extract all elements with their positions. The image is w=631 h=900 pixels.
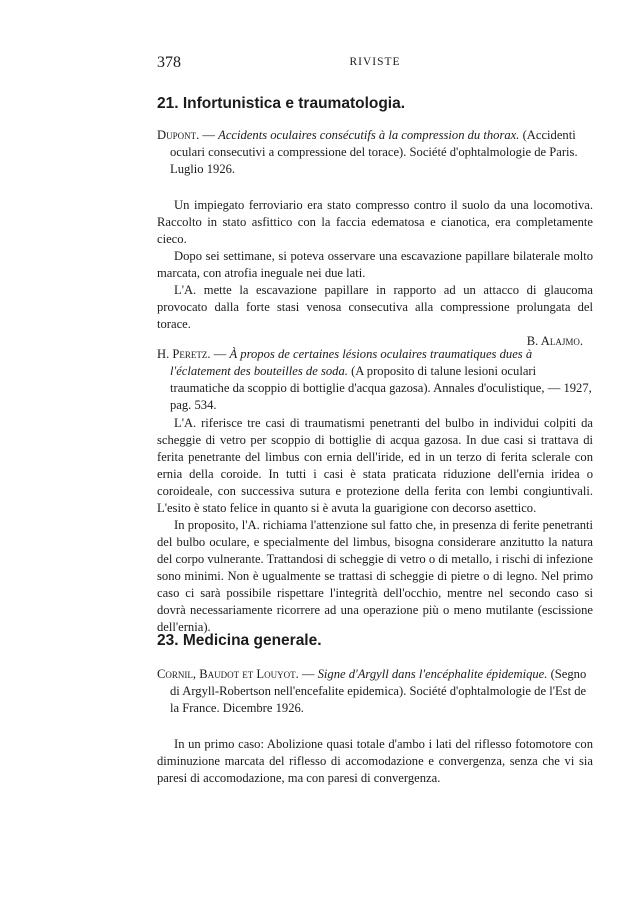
reviewer-signature: B. Alajmo. — [526, 334, 583, 348]
reference-dupont — [157, 127, 593, 178]
ref-article-title: Signe d'Argyll dans l'encéphalite épidemique. — [317, 667, 548, 681]
ref-separator: — — [199, 128, 219, 142]
ref-article-title: À propos de certaines lésions oculaires traumatiques dues à l'éclatement des bouteilles de soda. — [170, 347, 533, 378]
ref-separator: — — [210, 347, 230, 361]
reference-cornil — [157, 666, 593, 717]
reference-peretz — [157, 346, 593, 414]
abstract-paragraph: L'A. mette la escavazione papillare in rapporto ad un attacco di glaucoma provocato dalla forte stasi venosa consecutiva alla compressione prolungata del torace. — [157, 283, 593, 331]
abstract-peretz — [157, 415, 593, 636]
ref-separator: — — [298, 667, 318, 681]
ref-authors: H. Peretz. — [157, 347, 211, 361]
abstract-cornil — [157, 736, 593, 787]
ref-details: (A proposito di talune lesioni oculari traumatiche da scoppio di bottiglie d'acqua gazosa). Annales d'oculistique, — 1927, pag. 534. — [170, 364, 592, 412]
running-title: RIVISTE — [349, 56, 401, 68]
page-header — [157, 54, 593, 74]
abstract-paragraph: In un primo caso: Abolizione quasi totale d'ambo i lati del riflesso fotomotore con diminuzione marcata del riflesso di accomodazione e convergenza, senza che vi sia paresi di accomodazione, ma con paresi di convergenza. — [157, 737, 593, 785]
abstract-paragraph: In proposito, l'A. richiama l'attenzione sul fatto che, in presenza di ferite penetranti del bulbo oculare, e specialmente del limbus, bisogna considerare anzitutto la natura del corpo vulnerante. Trattandosi di scheggie di vetro o di metallo, i rischi di infezione sono minimi. Non è ugualmente se trattasi di scheggie di pietre o di legno. Nel primo caso ci sarà possibile rispettare l'integrità dell'occhio, mentre nel secondo caso si dovrà necessariamente ricorrere ad una operazione più o meno mutilante (escissione dell'ernia). — [157, 518, 593, 634]
ref-authors: Dupont. — [157, 128, 200, 142]
page-number: 378 — [157, 54, 181, 71]
ref-article-title: Accidents oculaires consécutifs à la compression du thorax. — [218, 128, 520, 142]
abstract-paragraph: Dopo sei settimane, si poteva osservare una escavazione papillare bilaterale molto marcata, con atrofia ineguale nei due lati. — [157, 249, 593, 280]
abstract-paragraph: L'A. riferisce tre casi di traumatismi penetranti del bulbo in individui colpiti da scheggie di vetro per scoppio di bottiglie di acqua gazosa. In due casi si trattava di ferita penetrante del limbus con ernia dell'iride, ed in un terzo di ferita sclerale con ernia della coroide. In tutti i casi è stata praticata riduzione dell'ernia iridea o coroideale, con successiva sutura e protezione della ferita con lembi congiuntivali. L'esito è stato felice in quanto si è avuta la guarigione con decorso asettico. — [157, 416, 593, 515]
ref-details: (Accidenti oculari consecutivi a compressione del torace). Société d'ophtalmologie de Paris. Luglio 1926. — [170, 128, 578, 176]
abstract-dupont — [157, 197, 593, 350]
ref-details: (Segno di Argyll-Robertson nell'encefalite epidemica). Société d'ophtalmologie de l'Est de la France. Dicembre 1926. — [170, 667, 587, 715]
abstract-paragraph: Un impiegato ferroviario era stato compresso contro il suolo da una locomotiva. Raccolto in stato asfittico con la faccia edematosa e cianotica, era completamente cieco. — [157, 198, 593, 246]
section-title-23: 23. Medicina generale. — [157, 632, 322, 649]
ref-authors: Cornil, Baudot et Louyot. — [157, 667, 299, 681]
section-title-21: 21. Infortunistica e traumatologia. — [157, 95, 406, 112]
